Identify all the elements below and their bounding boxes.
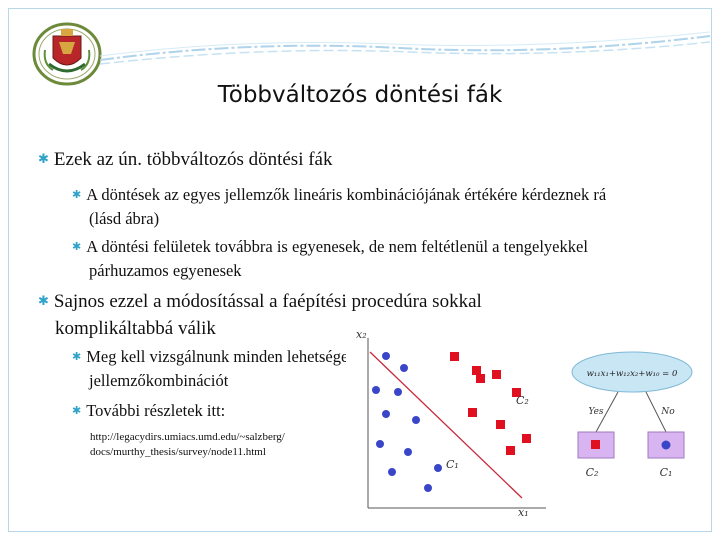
slide-title: Többváltozós döntési fák [217, 82, 503, 108]
class-c2-point [450, 352, 459, 361]
reference-link[interactable]: http://legacydirs.umiacs.umd.edu/~salzberg/ docs/murthy_thesis/survey/node11.html [90, 431, 285, 458]
bullet-level1-multivariate [38, 149, 333, 171]
x-axis-label: x₁ [518, 506, 529, 518]
class-c2-point [468, 408, 477, 417]
class-c1-point [382, 410, 390, 418]
region-c1-label: C₁ [446, 458, 459, 471]
bullet-level2-combinations [72, 346, 362, 391]
branch-yes-label: Yes [588, 407, 604, 417]
header-decoration [100, 30, 710, 70]
bullet-marker-icon: ✱ [72, 189, 82, 201]
leaf-c1-marker [662, 441, 671, 450]
university-crest-logo [31, 20, 103, 86]
leaf-c2-marker [591, 440, 600, 449]
bullet-text: További részletek itt: [86, 401, 226, 420]
leaf-c2-label: C₂ [585, 466, 599, 479]
class-c1-point [382, 352, 390, 360]
class-c1-point [394, 388, 402, 396]
decision-tree-diagram [562, 322, 702, 518]
branch-no-label: No [661, 407, 675, 417]
bullet-text: A döntések az egyes jellemzők lineáris kombinációjának értékére kérdeznek rá (lásd ábra) [86, 185, 607, 228]
bullet-level2-details [72, 400, 362, 424]
oblique-split-scatter [346, 322, 562, 518]
bullet-text: Ezek az ún. többváltozós döntési fák [53, 149, 333, 170]
class-c1-point [372, 386, 380, 394]
bullet-text: Sajnos ezzel a módosítással a faépítési procedúra sokkal komplikáltabbá válik [53, 291, 482, 339]
bullet-marker-icon: ✱ [38, 151, 49, 166]
bullet-text: A döntési felületek továbbra is egyenesek, de nem feltétlenül a tengelyekkel párhuzamos egyenesek [86, 237, 588, 280]
class-c1-point [400, 364, 408, 372]
class-c2-point [476, 374, 485, 383]
bullet-marker-icon: ✱ [38, 293, 49, 308]
bullet-marker-icon: ✱ [72, 351, 82, 363]
bullet-level2-surfaces [72, 236, 642, 281]
class-c1-point [434, 464, 442, 472]
class-c1-point [376, 440, 384, 448]
class-c1-point [424, 484, 432, 492]
leaf-c1-label: C₁ [659, 466, 673, 479]
class-c1-point [404, 448, 412, 456]
bullet-level2-linear-combination [72, 184, 632, 229]
bullet-marker-icon: ✱ [72, 241, 82, 253]
class-c2-point [472, 366, 481, 375]
bullet-marker-icon: ✱ [72, 405, 82, 417]
class-c1-point [412, 416, 420, 424]
y-axis-label: x₂ [356, 328, 367, 341]
class-c2-point [496, 420, 505, 429]
class-c1-point [388, 468, 396, 476]
bullet-text: Meg kell vizsgálnunk minden lehetséges jellemzőkombinációt [86, 347, 355, 390]
region-c2-label: C₂ [516, 394, 529, 407]
class-c2-point [522, 434, 531, 443]
class-c2-point [492, 370, 501, 379]
class-c2-point [506, 446, 515, 455]
root-node-equation: w₁₁x₁+w₁₂x₂+w₁₀ = 0 [586, 369, 678, 379]
